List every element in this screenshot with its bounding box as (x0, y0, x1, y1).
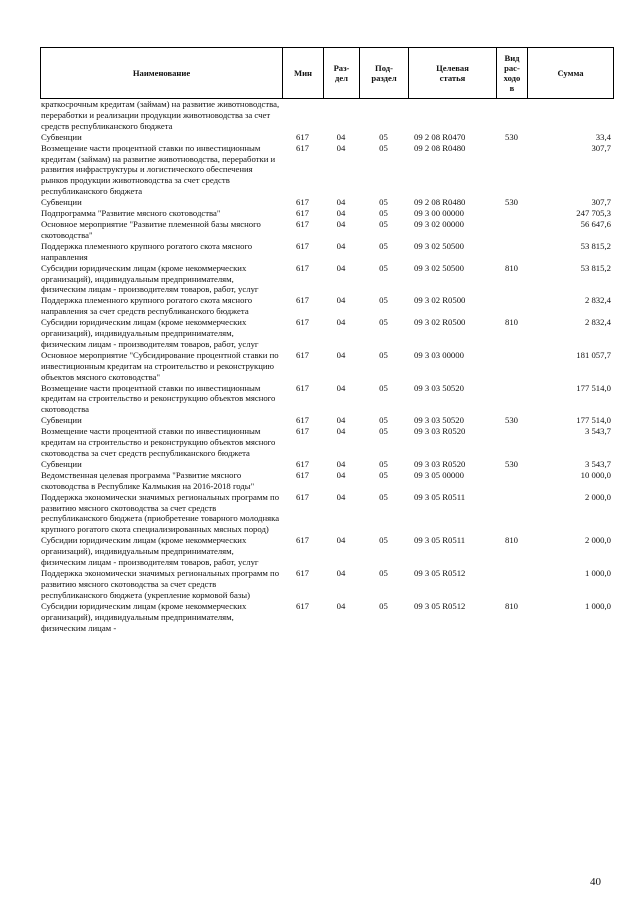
row-name: Поддержка племенного крупного рогатого скота мясного направления (41, 240, 253, 262)
row-target-article: 09 3 03 R0520 (414, 458, 466, 469)
row-min: 617 (295, 197, 310, 208)
table-row (40, 350, 613, 383)
row-target-article: 09 2 08 R0480 (414, 142, 466, 153)
row-razdel: 04 (336, 535, 346, 546)
row-expense-type (496, 383, 527, 416)
row-razdel: 04 (336, 208, 346, 219)
table-row (40, 383, 613, 416)
row-name: Поддержка племенного крупного рогатого скота мясного направления за счет средств республиканского бюджета (41, 295, 253, 317)
row-sum: 53 815,2 (580, 262, 611, 273)
row-podrazdel: 05 (379, 426, 388, 437)
header-summa: Сумма (528, 48, 614, 99)
row-sum: 56 647,6 (580, 218, 611, 229)
row-podrazdel: 05 (379, 142, 388, 153)
row-name: Субвенции (41, 197, 82, 208)
row-name: Субсидии юридическим лицам (кроме некоммерческих организаций), индивидуальным предпринимателям, физическим лицам - производителям товаров, работ, услуг (41, 262, 259, 295)
table-row (40, 208, 613, 219)
row-name: Поддержка экономически значимых региональных программ по развитию мясного скотоводства за счет средств республиканского бюджета (укрепление кормовой базы) (41, 567, 280, 600)
table-row (40, 241, 613, 263)
row-expense-type (496, 492, 527, 536)
row-podrazdel: 05 (379, 208, 388, 219)
row-podrazdel: 05 (379, 458, 388, 469)
table-row (40, 470, 613, 492)
row-name: Возмещение части процентной ставки по инвестиционным кредитам на строительство и реконструкцию объектов мясного скотоводства за счет средств республиканского бюджета (41, 426, 276, 458)
row-expense-type: 810 (504, 317, 519, 328)
row-razdel: 04 (336, 600, 346, 611)
row-podrazdel: 05 (379, 240, 388, 251)
row-expense-type (496, 208, 527, 219)
table-row (40, 426, 613, 459)
row-podrazdel: 05 (379, 469, 388, 480)
row-sum: 10 000,0 (580, 469, 611, 480)
row-min: 617 (295, 349, 310, 360)
row-podrazdel: 05 (379, 317, 388, 328)
row-name: Субсидии юридическим лицам (кроме некоммерческих организаций), индивидуальным предпринимателям, физическим лицам - производителям товаров, работ, услуг (41, 535, 259, 568)
row-razdel: 04 (336, 262, 346, 273)
row-podrazdel: 05 (379, 349, 388, 360)
row-target-article: 09 3 03 00000 (414, 349, 464, 360)
row-razdel: 04 (336, 458, 346, 469)
row-min: 617 (295, 142, 310, 153)
row-name: Субвенции (41, 415, 82, 426)
table-row (40, 601, 613, 634)
row-expense-type (496, 143, 527, 198)
row-podrazdel: 05 (379, 415, 388, 426)
row-min: 617 (295, 240, 310, 251)
table-row (40, 317, 613, 350)
row-target-article: 09 3 00 00000 (414, 208, 464, 219)
budget-table-body (40, 99, 613, 633)
row-expense-type: 530 (504, 131, 519, 142)
row-min: 617 (295, 600, 310, 611)
row-expense-type (496, 241, 527, 263)
row-sum (527, 99, 613, 132)
row-podrazdel: 05 (379, 491, 388, 502)
row-sum: 3 543,7 (584, 458, 611, 469)
row-sum: 1 000,0 (584, 567, 611, 578)
row-min: 617 (295, 426, 310, 437)
header-razdel: Раз- дел (324, 48, 360, 99)
table-row (40, 132, 613, 143)
row-min: 617 (295, 458, 310, 469)
row-target-article (408, 99, 496, 132)
row-target-article: 09 3 05 R0511 (414, 491, 466, 502)
row-sum: 1 000,0 (584, 600, 611, 611)
row-expense-type (496, 470, 527, 492)
row-razdel: 04 (336, 491, 346, 502)
row-name: Подпрограмма "Развитие мясного скотоводства" (41, 208, 221, 219)
row-expense-type: 810 (504, 535, 519, 546)
row-sum: 307,7 (591, 142, 611, 153)
row-razdel: 04 (336, 349, 346, 360)
row-expense-type (496, 99, 527, 132)
row-min: 617 (295, 208, 310, 219)
row-podrazdel: 05 (379, 567, 388, 578)
row-expense-type: 810 (504, 262, 519, 273)
header-min: Мин (283, 48, 324, 99)
row-sum: 2 000,0 (584, 535, 611, 546)
table-row (40, 295, 613, 317)
row-sum: 247 705,3 (576, 208, 611, 219)
row-min: 617 (295, 469, 310, 480)
row-target-article: 09 3 02 R0500 (414, 317, 466, 328)
row-target-article: 09 3 03 50520 (414, 382, 464, 393)
table-row (40, 219, 613, 241)
header-vid: Вид рас- ходо в (497, 48, 528, 99)
row-razdel: 04 (336, 382, 346, 393)
row-name: Субвенции (41, 131, 82, 142)
row-razdel: 04 (336, 415, 346, 426)
row-sum: 177 514,0 (576, 415, 611, 426)
row-expense-type (496, 295, 527, 317)
row-expense-type (496, 568, 527, 601)
row-razdel: 04 (336, 218, 346, 229)
row-min: 617 (295, 535, 310, 546)
table-row (40, 492, 613, 536)
table-row (40, 263, 613, 296)
row-name: краткосрочным кредитам (займам) на развитие животноводства, переработки и реализации продукции животноводства за счет средств республиканского бюджета (41, 99, 280, 131)
row-podrazdel: 05 (379, 535, 388, 546)
row-sum: 177 514,0 (576, 382, 611, 393)
row-min: 617 (295, 295, 310, 306)
row-podrazdel: 05 (379, 262, 388, 273)
header-statya: Целевая статья (409, 48, 497, 99)
row-name: Субсидии юридическим лицам (кроме некоммерческих организаций), индивидуальным предпринимателям, физическим лицам - производителям товаров, работ, услуг (41, 317, 259, 349)
row-min: 617 (295, 131, 310, 142)
row-razdel: 04 (336, 567, 346, 578)
row-razdel: 04 (336, 131, 346, 142)
row-target-article: 09 2 08 R0470 (414, 131, 466, 142)
row-name: Основное мероприятие "Развитие племенной базы мясного скотоводства" (41, 218, 261, 240)
row-min: 617 (295, 218, 310, 229)
row-target-article: 09 3 03 R0520 (414, 426, 466, 437)
row-expense-type: 810 (504, 600, 519, 611)
row-target-article: 09 3 05 00000 (414, 469, 464, 480)
row-razdel: 04 (336, 240, 346, 251)
row-razdel: 04 (336, 317, 346, 328)
row-sum: 33,4 (595, 131, 611, 142)
row-sum: 2 000,0 (584, 491, 611, 502)
row-razdel: 04 (336, 142, 346, 153)
row-expense-type: 530 (504, 415, 519, 426)
row-name: Субвенции (41, 458, 82, 469)
row-name: Возмещение части процентной ставки по инвестиционным кредитам (займам) на развитие животноводства, переработки и развития инфраструктуры и логистического обеспечения рынков продукции животноводства за счет средств республиканского бюджета (41, 142, 276, 197)
row-name: Ведомственная целевая программа "Развитие мясного скотоводства в Республике Калмыкия на 2016-2018 годы" (41, 469, 255, 491)
row-target-article: 09 3 02 50500 (414, 262, 464, 273)
row-razdel: 04 (336, 295, 346, 306)
row-podrazdel: 05 (379, 600, 388, 611)
budget-table (40, 99, 613, 633)
row-target-article: 09 3 02 R0500 (414, 295, 466, 306)
table-row (40, 535, 613, 568)
row-target-article: 09 3 03 50520 (414, 415, 464, 426)
row-expense-type (496, 350, 527, 383)
row-podrazdel: 05 (379, 131, 388, 142)
row-target-article: 09 2 08 R0480 (414, 197, 466, 208)
row-min (282, 99, 323, 132)
table-row (40, 99, 613, 132)
page-number: 40 (590, 876, 601, 888)
row-expense-type: 530 (504, 197, 519, 208)
row-min: 617 (295, 491, 310, 502)
row-razdel (323, 99, 359, 132)
row-podrazdel: 05 (379, 382, 388, 393)
row-expense-type (496, 426, 527, 459)
table-row (40, 143, 613, 198)
header-name: Наименование (41, 48, 283, 99)
row-target-article: 09 3 05 R0512 (414, 600, 466, 611)
row-sum: 307,7 (591, 197, 611, 208)
table-row (40, 568, 613, 601)
table-row (40, 197, 613, 208)
row-podrazdel: 05 (379, 295, 388, 306)
row-razdel: 04 (336, 469, 346, 480)
row-min: 617 (295, 567, 310, 578)
table-row (40, 415, 613, 426)
row-min: 617 (295, 415, 310, 426)
row-name: Поддержка экономически значимых региональных программ по развитию мясного скотоводства за счет средств республиканского бюджета (приобретение товарного молодняка крупного рогатого скота специализированных мясных пород) (41, 491, 280, 535)
table-row (40, 459, 613, 470)
row-sum: 53 815,2 (580, 240, 611, 251)
row-expense-type: 530 (504, 458, 519, 469)
row-min: 617 (295, 262, 310, 273)
row-expense-type (496, 219, 527, 241)
row-target-article: 09 3 05 R0512 (414, 567, 466, 578)
row-target-article: 09 3 02 50500 (414, 240, 464, 251)
row-name: Субсидии юридическим лицам (кроме некоммерческих организаций), индивидуальным предпринимателям, физическим лицам - (41, 600, 247, 633)
table-header (40, 47, 614, 99)
row-razdel: 04 (336, 197, 346, 208)
row-min: 617 (295, 317, 310, 328)
row-target-article: 09 3 02 00000 (414, 218, 464, 229)
row-min: 617 (295, 382, 310, 393)
row-podrazdel (359, 99, 408, 132)
row-podrazdel: 05 (379, 218, 388, 229)
row-target-article: 09 3 05 R0511 (414, 535, 466, 546)
header-podrazdel: Под- раздел (360, 48, 409, 99)
row-sum: 2 832,4 (584, 295, 611, 306)
row-sum: 181 057,7 (576, 349, 611, 360)
row-name: Основное мероприятие "Субсидирование процентной ставки по инвестиционным кредитам на строительство и реконструкцию объектов мясного скотоводства" (41, 349, 279, 382)
row-name: Возмещение части процентной ставки по инвестиционным кредитам на строительство и реконструкцию объектов мясного скотоводства (41, 382, 276, 415)
row-razdel: 04 (336, 426, 346, 437)
row-sum: 3 543,7 (584, 426, 611, 437)
row-podrazdel: 05 (379, 197, 388, 208)
row-sum: 2 832,4 (584, 317, 611, 328)
